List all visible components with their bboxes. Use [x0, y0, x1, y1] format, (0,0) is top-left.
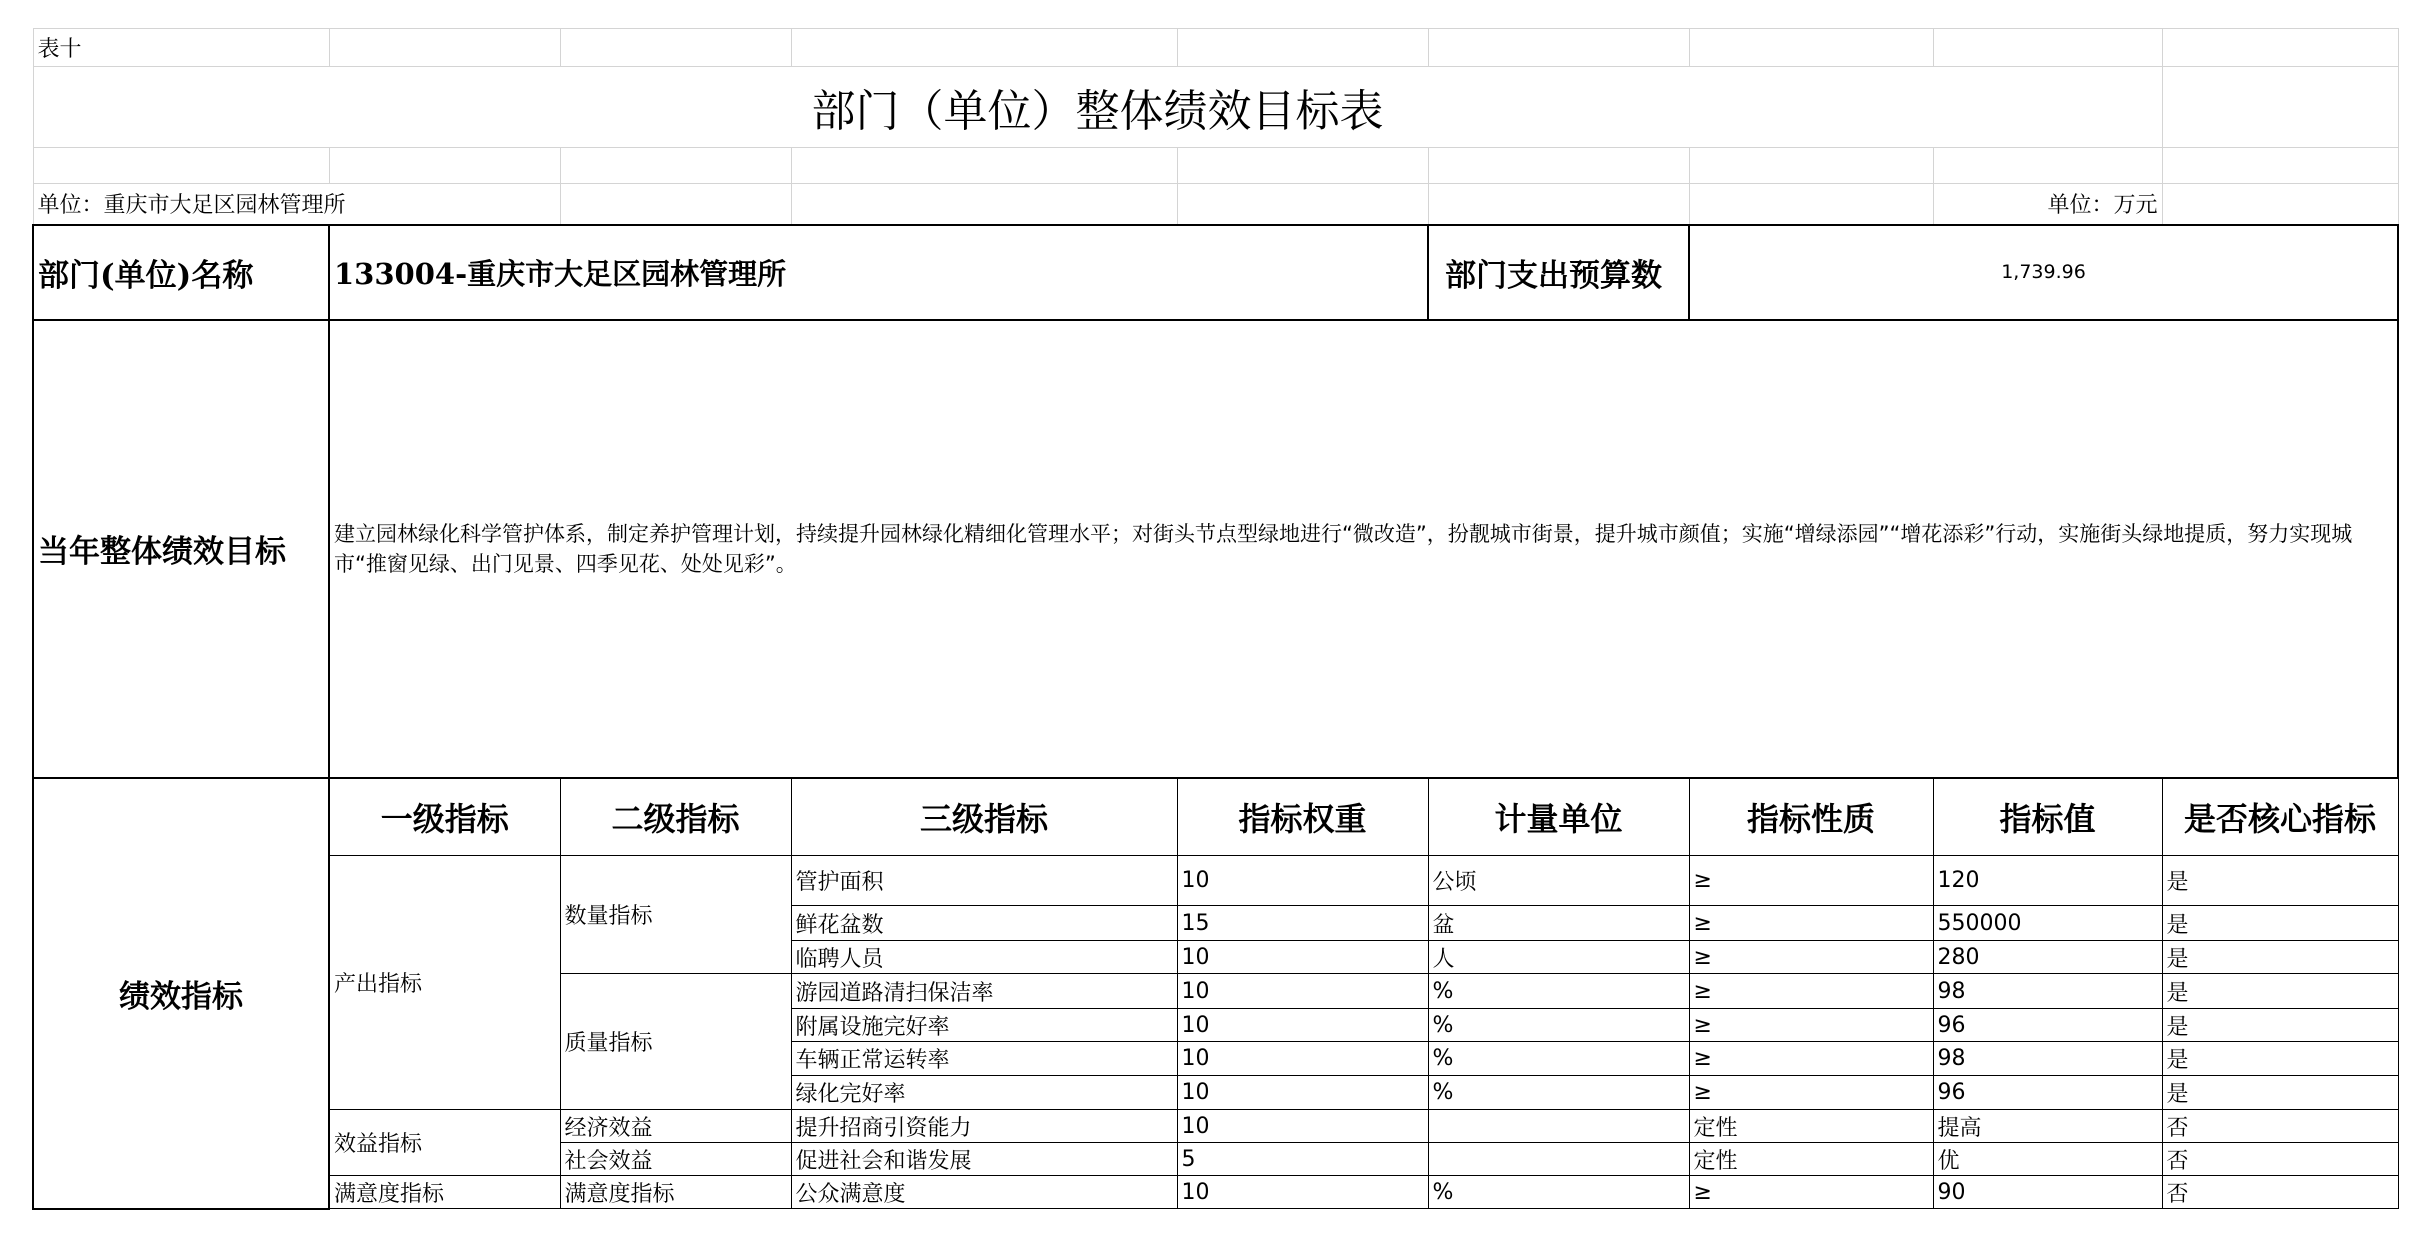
row-unit [1428, 1143, 1689, 1176]
row-core: 否 [2162, 1176, 2398, 1209]
row-weight: 10 [1177, 1176, 1428, 1209]
level1-satisfaction: 满意度指标 [329, 1176, 560, 1209]
budget-value: 1,739.96 [1689, 225, 2398, 320]
row-weight: 10 [1177, 941, 1428, 974]
header-level3: 三级指标 [791, 778, 1177, 856]
row-nature: 定性 [1689, 1110, 1933, 1143]
budget-label: 部门支出预算数 [1428, 225, 1689, 320]
page-title: 部门（单位）整体绩效目标表 [33, 67, 2162, 148]
dept-name-value: 133004-重庆市大足区园林管理所 [329, 225, 1428, 320]
row-core: 是 [2162, 1076, 2398, 1110]
row-core: 是 [2162, 1042, 2398, 1076]
row-value: 98 [1933, 1042, 2162, 1076]
row-unit: % [1428, 1042, 1689, 1076]
money-unit: 单位：万元 [1933, 184, 2162, 225]
row-weight: 10 [1177, 1009, 1428, 1042]
row-nature: ≥ [1689, 906, 1933, 941]
header-level1: 一级指标 [329, 778, 560, 856]
row-name: 游园道路清扫保洁率 [791, 974, 1177, 1009]
row-value: 120 [1933, 856, 2162, 906]
row-name: 管护面积 [791, 856, 1177, 906]
row-value: 550000 [1933, 906, 2162, 941]
row-weight: 5 [1177, 1143, 1428, 1176]
header-unit: 计量单位 [1428, 778, 1689, 856]
row-nature: ≥ [1689, 1042, 1933, 1076]
row-value: 提高 [1933, 1110, 2162, 1143]
level1-benefit: 效益指标 [329, 1110, 560, 1176]
row-core: 否 [2162, 1110, 2398, 1143]
table-number: 表十 [33, 29, 329, 67]
row-name: 公众满意度 [791, 1176, 1177, 1209]
header-weight: 指标权重 [1177, 778, 1428, 856]
row-unit: 盆 [1428, 906, 1689, 941]
goal-label: 当年整体绩效目标 [33, 320, 329, 778]
row-value: 98 [1933, 974, 2162, 1009]
perf-label: 绩效指标 [33, 778, 329, 1209]
row-weight: 10 [1177, 1076, 1428, 1110]
row-name: 临聘人员 [791, 941, 1177, 974]
level2-quantity: 数量指标 [560, 856, 791, 974]
row-nature: ≥ [1689, 974, 1933, 1009]
row-value: 96 [1933, 1009, 2162, 1042]
row-name: 促进社会和谐发展 [791, 1143, 1177, 1176]
row-name: 车辆正常运转率 [791, 1042, 1177, 1076]
performance-target-table [32, 28, 2399, 1210]
row-weight: 10 [1177, 974, 1428, 1009]
dept-name-label: 部门(单位)名称 [33, 225, 329, 320]
row-unit [1428, 1110, 1689, 1143]
level2-economic: 经济效益 [560, 1110, 791, 1143]
row-nature: ≥ [1689, 1176, 1933, 1209]
row-core: 是 [2162, 906, 2398, 941]
row-weight: 10 [1177, 856, 1428, 906]
row-nature: ≥ [1689, 856, 1933, 906]
row-unit: % [1428, 1176, 1689, 1209]
row-name: 鲜花盆数 [791, 906, 1177, 941]
row-unit: % [1428, 1009, 1689, 1042]
row-value: 280 [1933, 941, 2162, 974]
row-core: 是 [2162, 856, 2398, 906]
row-nature: ≥ [1689, 941, 1933, 974]
row-nature: ≥ [1689, 1009, 1933, 1042]
row-core: 否 [2162, 1143, 2398, 1176]
unit-label: 单位：重庆市大足区园林管理所 [33, 184, 560, 225]
header-value: 指标值 [1933, 778, 2162, 856]
row-unit: 公顷 [1428, 856, 1689, 906]
header-nature: 指标性质 [1689, 778, 1933, 856]
row-weight: 15 [1177, 906, 1428, 941]
row-value: 90 [1933, 1176, 2162, 1209]
row-name: 绿化完好率 [791, 1076, 1177, 1110]
level2-social: 社会效益 [560, 1143, 791, 1176]
header-level2: 二级指标 [560, 778, 791, 856]
row-name: 附属设施完好率 [791, 1009, 1177, 1042]
row-unit: % [1428, 1076, 1689, 1110]
level2-quality: 质量指标 [560, 974, 791, 1110]
row-nature: ≥ [1689, 1076, 1933, 1110]
row-core: 是 [2162, 974, 2398, 1009]
header-core: 是否核心指标 [2162, 778, 2398, 856]
row-unit: 人 [1428, 941, 1689, 974]
row-unit: % [1428, 974, 1689, 1009]
row-value: 优 [1933, 1143, 2162, 1176]
row-name: 提升招商引资能力 [791, 1110, 1177, 1143]
level1-output: 产出指标 [329, 856, 560, 1110]
goal-text: 建立园林绿化科学管护体系，制定养护管理计划，持续提升园林绿化精细化管理水平；对街头节点型绿地进行“微改造”，扮靓城市街景，提升城市颜值；实施“增绿添园”“增花添彩”行动，实施街头绿地提质，努力实现城市“推窗见绿、出门见景、四季见花、处处见彩”。 [329, 320, 2398, 778]
row-weight: 10 [1177, 1110, 1428, 1143]
level2-satisfaction: 满意度指标 [560, 1176, 791, 1209]
row-nature: 定性 [1689, 1143, 1933, 1176]
row-weight: 10 [1177, 1042, 1428, 1076]
spreadsheet [32, 28, 2397, 1226]
row-value: 96 [1933, 1076, 2162, 1110]
row-core: 是 [2162, 1009, 2398, 1042]
row-core: 是 [2162, 941, 2398, 974]
